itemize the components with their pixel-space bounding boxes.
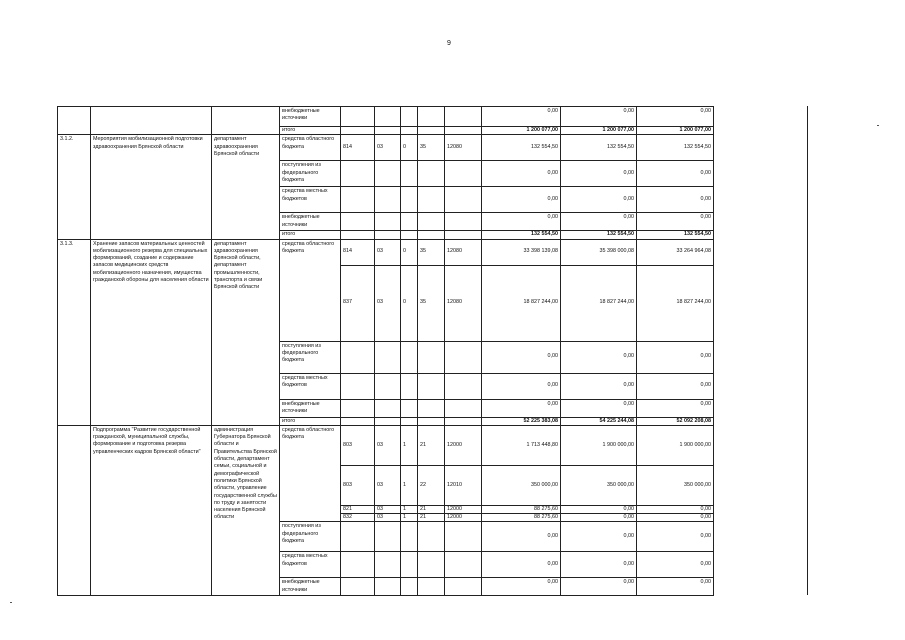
value-cell: 0,00 [561,341,637,373]
empty-trailing-column [713,106,808,595]
value-cell: 0,00 [561,514,637,522]
total-value-cell: 132 554,50 [561,231,637,239]
funding-source-cell: внебюджетные источники [280,578,341,596]
funding-source-cell: средства местных бюджетов [280,373,341,399]
executor-cell: администрация Губернатора Брянской области и Правительства Брянской области, департамент семьи, социальной и демографической политики Брянской области, управление государственной службы по труду и занятости населения Брянской области [212,425,280,596]
code-cell: 35 [418,265,445,341]
code-cell: 21 [418,514,445,522]
value-cell: 0,00 [637,578,714,596]
funding-source-cell: внебюджетные источники [280,107,341,127]
funding-source-cell: средства областного бюджета [280,239,341,341]
code-cell: 0 [401,265,418,341]
code-cell: 03 [375,135,401,161]
code-cell: 03 [375,239,401,265]
code-cell: 35 [418,239,445,265]
funding-source-cell: средства местных бюджетов [280,552,341,578]
code-cell: 35 [418,135,445,161]
funding-source-cell: средства местных бюджетов [280,187,341,213]
value-cell: 0,00 [561,522,637,552]
value-cell: 88 275,60 [482,514,561,522]
scan-speck [877,125,879,126]
value-cell: 0,00 [637,107,714,127]
value-cell: 0,00 [482,552,561,578]
code-cell: 12080 [445,265,482,341]
value-cell: 0,00 [637,373,714,399]
code-cell: 03 [375,465,401,505]
executor-cell: департамент здравоохранения Брянской области, департамент промышленности, транспорта и связи Брянской области [212,239,280,425]
value-cell: 350 000,00 [482,465,561,505]
code-cell: 803 [341,465,375,505]
scan-speck [10,602,12,603]
funding-source-cell: внебюджетные источники [280,399,341,417]
value-cell: 18 827 244,00 [482,265,561,341]
code-cell: 12000 [445,505,482,513]
executor-cell: департамент здравоохранения Брянской области [212,135,280,239]
code-cell: 03 [375,265,401,341]
funding-source-cell: итого [280,417,341,425]
code-cell: 803 [341,425,375,465]
value-cell: 0,00 [637,161,714,187]
value-cell: 0,00 [561,505,637,513]
subprogram-name-cell: Подпрограмма "Развитие государственной гражданской, муниципальной службы, формирование и подготовка резерва управленческих кадров Брянской области" [91,425,212,596]
code-cell: 03 [375,425,401,465]
code-cell: 1 [401,465,418,505]
value-cell: 88 275,60 [482,505,561,513]
value-cell: 0,00 [561,161,637,187]
funding-source-cell: итого [280,127,341,135]
executor-cell [212,107,280,135]
value-cell: 18 827 244,00 [637,265,714,341]
value-cell: 0,00 [482,373,561,399]
funding-source-cell: средства областного бюджета [280,135,341,161]
code-cell: 821 [341,505,375,513]
code-cell: 12000 [445,514,482,522]
table-row [58,425,714,465]
code-cell: 814 [341,239,375,265]
code-cell: 12010 [445,465,482,505]
value-cell: 0,00 [561,213,637,231]
value-cell: 0,00 [482,578,561,596]
value-cell: 0,00 [561,373,637,399]
code-cell: 814 [341,135,375,161]
value-cell: 132 554,50 [637,135,714,161]
value-cell: 1 713 448,80 [482,425,561,465]
page-number: 9 [447,40,451,47]
value-cell: 0,00 [482,522,561,552]
measure-name-cell: Мероприятия мобилизационной подготовки здравоохранения Брянской области [91,135,212,239]
code-cell: 12080 [445,135,482,161]
total-value-cell: 54 225 244,08 [561,417,637,425]
value-cell: 0,00 [561,552,637,578]
funding-source-cell: внебюджетные источники [280,213,341,231]
measure-name-cell: Хранение запасов материальных ценностей мобилизационного резерва для специальных формирований, создание и содержание запасов медицинских средств мобилизационного назначения, имущества гражданской обороны для населения области [91,239,212,425]
table-row [58,107,714,127]
value-cell: 132 554,50 [561,135,637,161]
value-cell: 0,00 [637,552,714,578]
code-cell: 03 [375,514,401,522]
row-number-cell [58,425,91,596]
measure-name-cell [91,107,212,135]
code-cell: 12080 [445,239,482,265]
value-cell: 0,00 [561,107,637,127]
value-cell: 35 398 000,08 [561,239,637,265]
value-cell: 0,00 [482,107,561,127]
row-number-cell: 3.1.2. [58,135,91,239]
code-cell: 0 [401,135,418,161]
row-number-cell [58,107,91,135]
value-cell: 0,00 [561,187,637,213]
value-cell: 0,00 [561,578,637,596]
value-cell: 0,00 [637,187,714,213]
budget-table [57,106,714,596]
value-cell: 33 398 139,08 [482,239,561,265]
row-number-cell: 3.1.3. [58,239,91,425]
value-cell: 350 000,00 [561,465,637,505]
code-cell: 03 [375,505,401,513]
table-row [58,239,714,265]
table-row [58,135,714,161]
value-cell: 0,00 [637,341,714,373]
value-cell: 0,00 [637,505,714,513]
code-cell: 1 [401,425,418,465]
value-cell: 0,00 [482,399,561,417]
code-cell: 12000 [445,425,482,465]
total-value-cell: 132 554,50 [482,231,561,239]
value-cell: 132 554,50 [482,135,561,161]
funding-source-cell: итого [280,231,341,239]
value-cell: 0,00 [637,213,714,231]
value-cell: 33 264 964,08 [637,239,714,265]
code-cell: 21 [418,425,445,465]
code-cell: 832 [341,514,375,522]
code-cell: 1 [401,505,418,513]
total-value-cell: 1 200 077,00 [482,127,561,135]
total-value-cell: 132 554,50 [637,231,714,239]
value-cell: 0,00 [561,399,637,417]
value-cell: 1 900 000,00 [561,425,637,465]
total-value-cell: 52 092 208,08 [637,417,714,425]
code-cell: 22 [418,465,445,505]
value-cell: 0,00 [482,341,561,373]
value-cell: 1 900 000,00 [637,425,714,465]
value-cell: 0,00 [482,161,561,187]
total-value-cell: 1 200 077,00 [637,127,714,135]
total-value-cell: 52 225 383,08 [482,417,561,425]
value-cell: 0,00 [637,514,714,522]
funding-source-cell: поступления из федерального бюджета [280,341,341,373]
value-cell: 0,00 [637,399,714,417]
funding-source-cell: поступления из федерального бюджета [280,161,341,187]
total-value-cell: 1 200 077,00 [561,127,637,135]
code-cell: 837 [341,265,375,341]
funding-source-cell: средства областного бюджета [280,425,341,522]
value-cell: 0,00 [482,213,561,231]
code-cell: 1 [401,514,418,522]
code-cell: 21 [418,505,445,513]
value-cell: 0,00 [482,187,561,213]
value-cell: 0,00 [637,522,714,552]
value-cell: 350 000,00 [637,465,714,505]
value-cell: 18 827 244,00 [561,265,637,341]
funding-source-cell: поступления из федерального бюджета [280,522,341,552]
code-cell: 0 [401,239,418,265]
